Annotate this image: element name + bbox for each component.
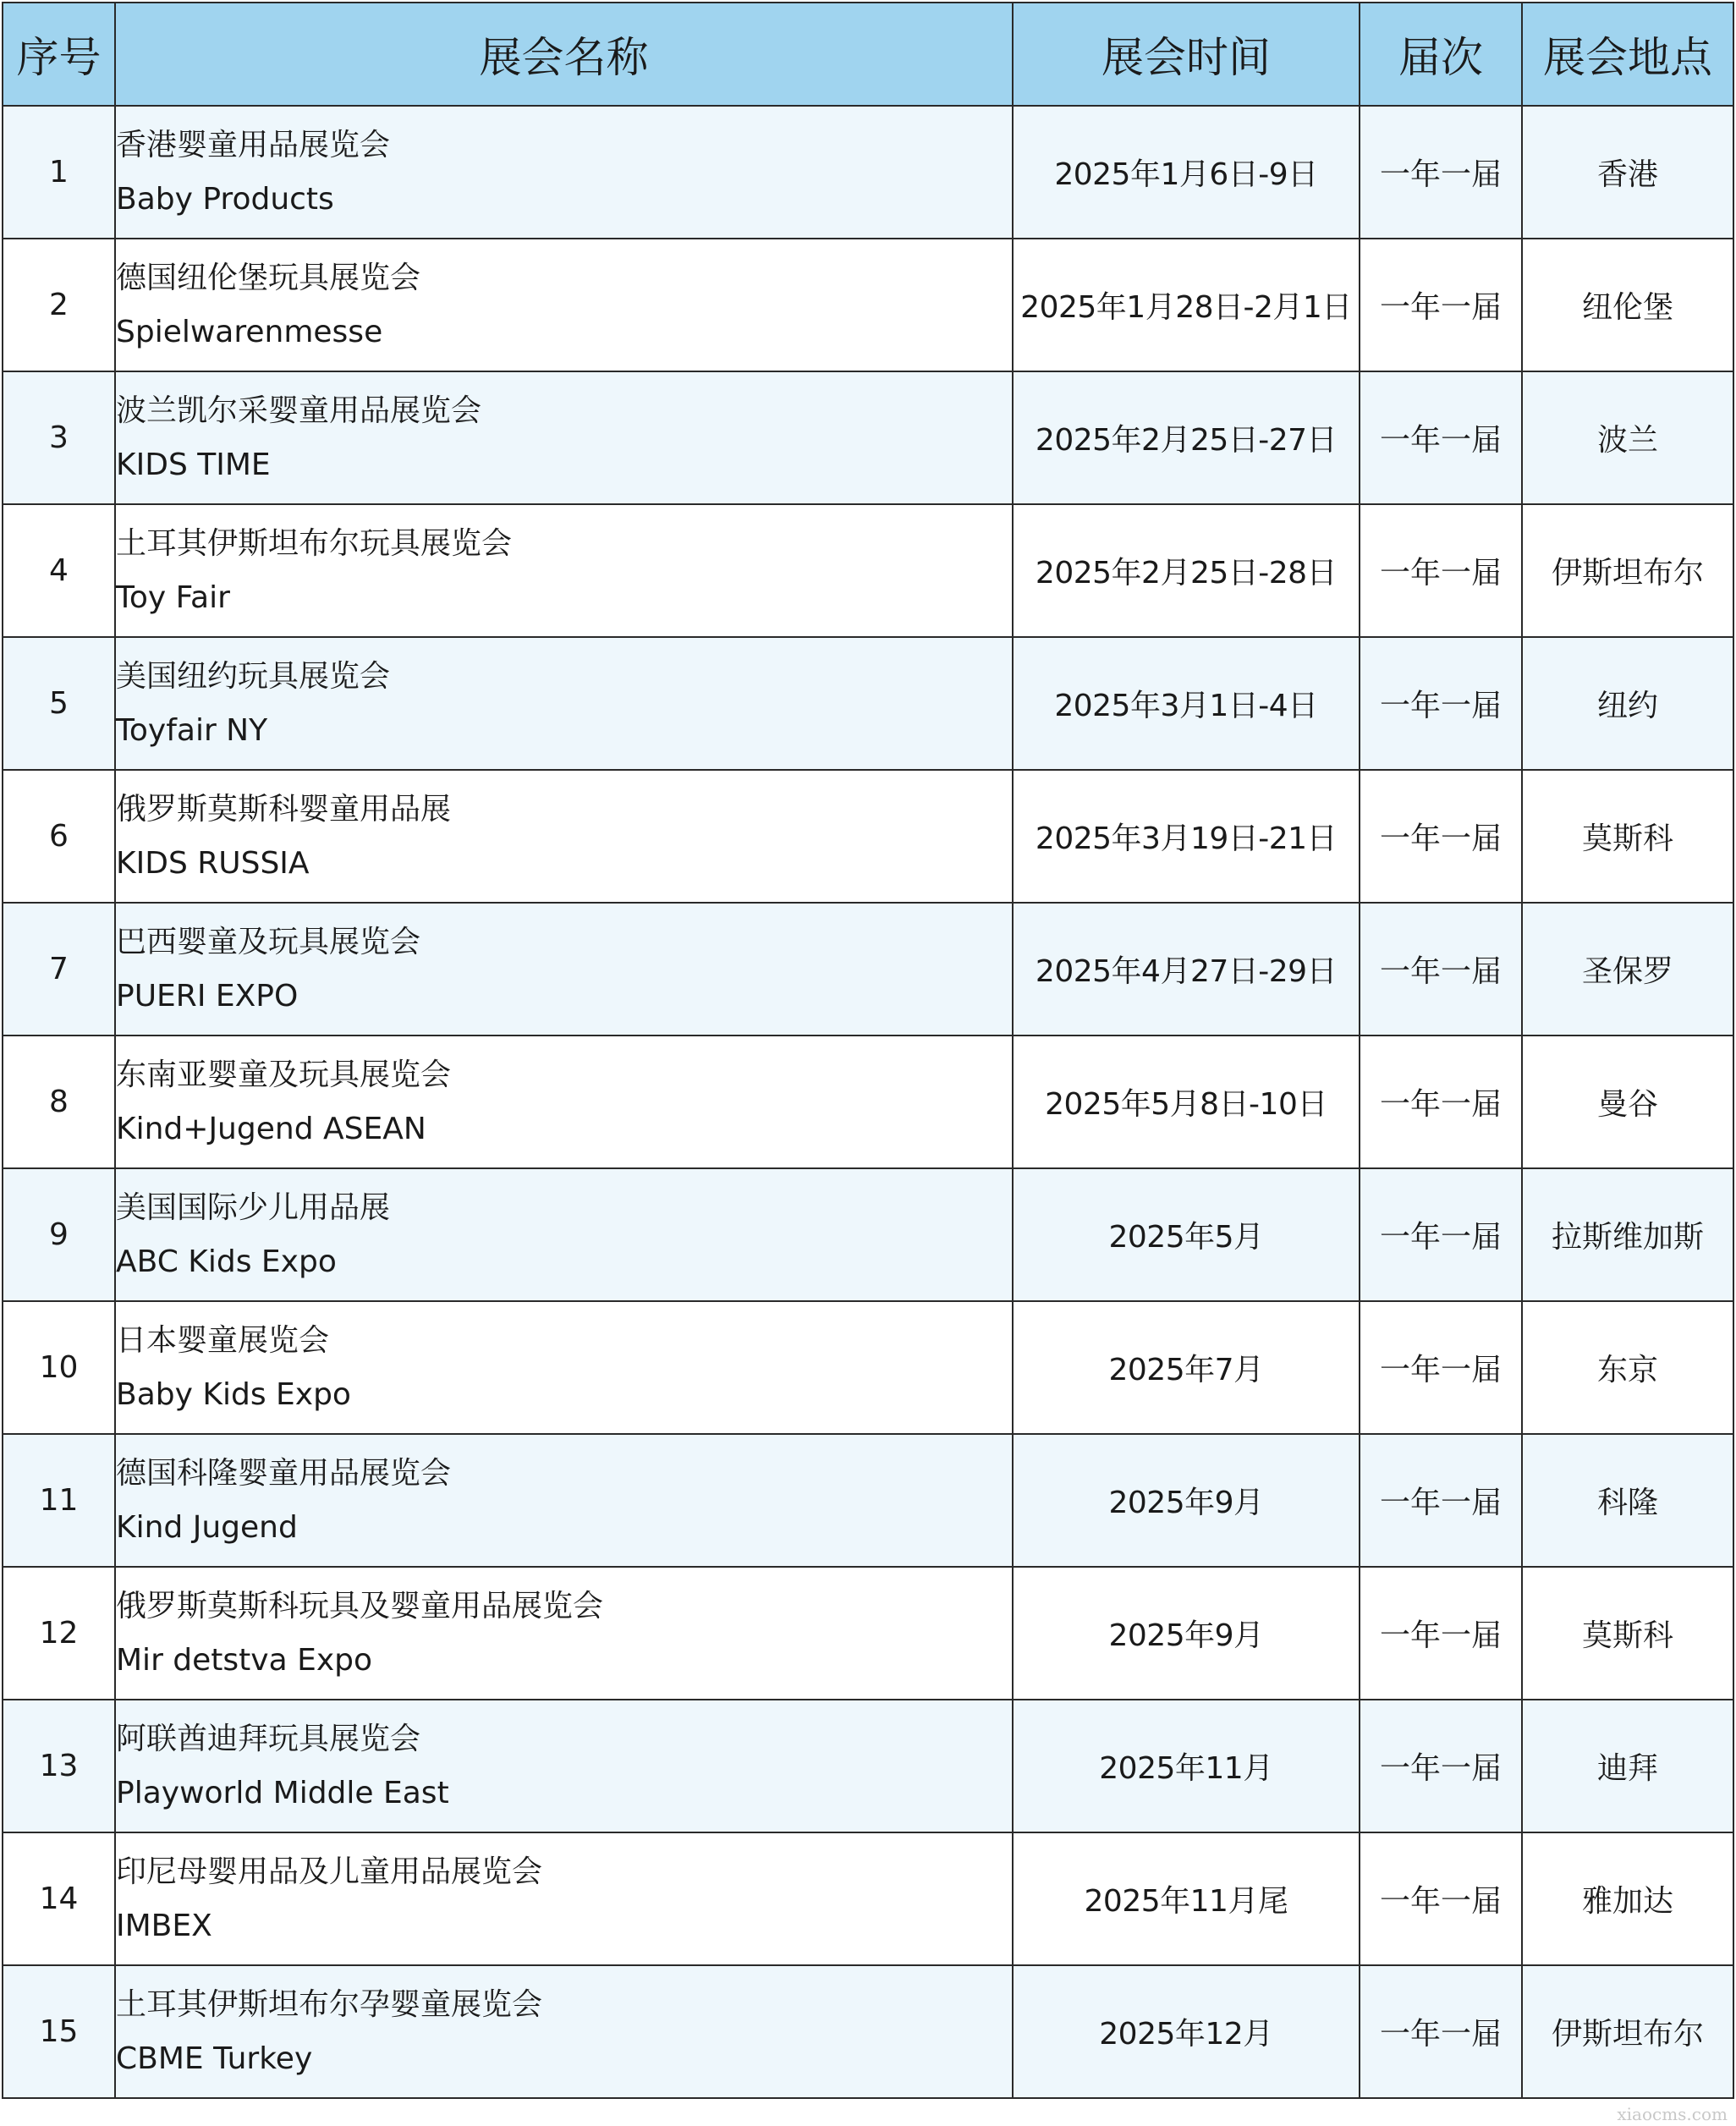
expo-name-en: Mir detstva Expo [116,1642,373,1678]
table-row [3,1036,1733,1168]
row-index: 1 [3,106,115,239]
expo-name-cn: 德国纽伦堡玩具展览会 [116,260,421,295]
expo-name-cn: 日本婴童展览会 [116,1322,330,1358]
expo-time: 2025年7月 [1013,1301,1360,1434]
expo-location: 东京 [1522,1301,1733,1434]
expo-location: 科隆 [1522,1434,1733,1567]
expo-name-cn: 德国科隆婴童用品展览会 [116,1455,452,1491]
expo-name-cn: 巴西婴童及玩具展览会 [116,924,421,959]
expo-time: 2025年4月27日-29日 [1013,903,1360,1036]
expo-time: 2025年1月6日-9日 [1013,106,1360,239]
expo-name-cell [115,637,1013,770]
expo-name-cell [115,1036,1013,1168]
expo-name-cell [115,1168,1013,1301]
table-row [3,106,1733,239]
table-row [3,1168,1733,1301]
expo-location: 纽伦堡 [1522,239,1733,371]
row-index: 15 [3,1965,115,2098]
table-row [3,1700,1733,1832]
expo-name-cn: 印尼母婴用品及儿童用品展览会 [116,1854,543,1889]
expo-location: 莫斯科 [1522,770,1733,903]
expo-frequency: 一年一届 [1360,770,1522,903]
expo-frequency: 一年一届 [1360,1965,1522,2098]
expo-name-cn: 俄罗斯莫斯科玩具及婴童用品展览会 [116,1588,604,1623]
expo-frequency: 一年一届 [1360,1567,1522,1700]
expo-location: 香港 [1522,106,1733,239]
expo-location: 迪拜 [1522,1700,1733,1832]
expo-frequency: 一年一届 [1360,1168,1522,1301]
expo-frequency: 一年一届 [1360,637,1522,770]
expo-name-cell [115,1301,1013,1434]
expo-time: 2025年9月 [1013,1567,1360,1700]
expo-time: 2025年11月 [1013,1700,1360,1832]
expo-frequency: 一年一届 [1360,1036,1522,1168]
expo-time: 2025年11月尾 [1013,1832,1360,1965]
table-header [3,3,1733,106]
expo-name-en: Playworld Middle East [116,1775,449,1810]
row-index: 3 [3,371,115,504]
expo-frequency: 一年一届 [1360,504,1522,637]
row-index: 14 [3,1832,115,1965]
expo-name-cell [115,1434,1013,1567]
row-index: 8 [3,1036,115,1168]
table-row [3,504,1733,637]
expo-time: 2025年2月25日-27日 [1013,371,1360,504]
header-row [3,3,1733,106]
header-time: 展会时间 [1013,3,1360,106]
expo-name-cell [115,504,1013,637]
expo-name-en: Spielwarenmesse [116,314,383,349]
expo-frequency: 一年一届 [1360,106,1522,239]
expo-name-cell [115,1832,1013,1965]
table-row [3,637,1733,770]
expo-location: 曼谷 [1522,1036,1733,1168]
expo-frequency: 一年一届 [1360,1832,1522,1965]
expo-location: 拉斯维加斯 [1522,1168,1733,1301]
table-row [3,1832,1733,1965]
expo-time: 2025年5月8日-10日 [1013,1036,1360,1168]
expo-name-cn: 波兰凯尔采婴童用品展览会 [116,393,482,428]
expo-time: 2025年5月 [1013,1168,1360,1301]
expo-name-cell [115,1567,1013,1700]
expo-name-en: PUERI EXPO [116,978,299,1014]
expo-frequency: 一年一届 [1360,371,1522,504]
watermark: xiaocms.com [1617,2104,1728,2124]
expo-schedule-table [2,2,1734,2099]
expo-name-en: Kind+Jugend ASEAN [116,1111,426,1146]
expo-name-en: Kind Jugend [116,1509,298,1545]
expo-frequency: 一年一届 [1360,239,1522,371]
table-body [3,106,1733,2098]
expo-location: 纽约 [1522,637,1733,770]
table-row [3,770,1733,903]
expo-time: 2025年9月 [1013,1434,1360,1567]
expo-frequency: 一年一届 [1360,1301,1522,1434]
expo-name-en: ABC Kids Expo [116,1244,337,1279]
expo-location: 雅加达 [1522,1832,1733,1965]
expo-frequency: 一年一届 [1360,1700,1522,1832]
expo-name-cn: 东南亚婴童及玩具展览会 [116,1057,452,1092]
row-index: 10 [3,1301,115,1434]
expo-name-cell [115,1700,1013,1832]
expo-name-cell [115,239,1013,371]
row-index: 7 [3,903,115,1036]
expo-name-en: Baby Kids Expo [116,1376,351,1412]
expo-name-en: KIDS RUSSIA [116,845,310,881]
expo-location: 莫斯科 [1522,1567,1733,1700]
table-row [3,1567,1733,1700]
table-row [3,1301,1733,1434]
expo-name-en: CBME Turkey [116,2041,313,2076]
expo-name-cell [115,371,1013,504]
expo-name-cell [115,1965,1013,2098]
expo-name-en: IMBEX [116,1908,212,1943]
expo-location: 伊斯坦布尔 [1522,1965,1733,2098]
row-index: 9 [3,1168,115,1301]
expo-name-cn: 俄罗斯莫斯科婴童用品展 [116,791,452,827]
expo-name-en: Toyfair NY [116,712,268,748]
expo-name-cn: 阿联酋迪拜玩具展览会 [116,1721,421,1756]
row-index: 2 [3,239,115,371]
expo-name-en: Toy Fair [116,580,230,615]
expo-location: 波兰 [1522,371,1733,504]
expo-name-cn: 土耳其伊斯坦布尔孕婴童展览会 [116,1986,543,2022]
expo-name-cn: 美国纽约玩具展览会 [116,658,391,694]
row-index: 12 [3,1567,115,1700]
expo-name-en: KIDS TIME [116,447,271,482]
expo-name-cn: 土耳其伊斯坦布尔玩具展览会 [116,525,513,561]
expo-time: 2025年1月28日-2月1日 [1013,239,1360,371]
expo-frequency: 一年一届 [1360,1434,1522,1567]
expo-name-en: Baby Products [116,181,334,217]
expo-time: 2025年3月1日-4日 [1013,637,1360,770]
table-row [3,903,1733,1036]
expo-name-cn: 美国国际少儿用品展 [116,1189,391,1225]
table-row [3,239,1733,371]
row-index: 13 [3,1700,115,1832]
expo-name-cell [115,106,1013,239]
expo-time: 2025年12月 [1013,1965,1360,2098]
row-index: 5 [3,637,115,770]
header-name: 展会名称 [115,3,1013,106]
expo-name-cell [115,903,1013,1036]
row-index: 11 [3,1434,115,1567]
table-row [3,371,1733,504]
expo-time: 2025年3月19日-21日 [1013,770,1360,903]
table-row [3,1965,1733,2098]
expo-time: 2025年2月25日-28日 [1013,504,1360,637]
header-location: 展会地点 [1522,3,1733,106]
table-row [3,1434,1733,1567]
row-index: 6 [3,770,115,903]
expo-location: 伊斯坦布尔 [1522,504,1733,637]
expo-frequency: 一年一届 [1360,903,1522,1036]
expo-name-cn: 香港婴童用品展览会 [116,127,391,162]
header-index: 序号 [3,3,115,106]
expo-location: 圣保罗 [1522,903,1733,1036]
expo-name-cell [115,770,1013,903]
row-index: 4 [3,504,115,637]
header-frequency: 届次 [1360,3,1522,106]
